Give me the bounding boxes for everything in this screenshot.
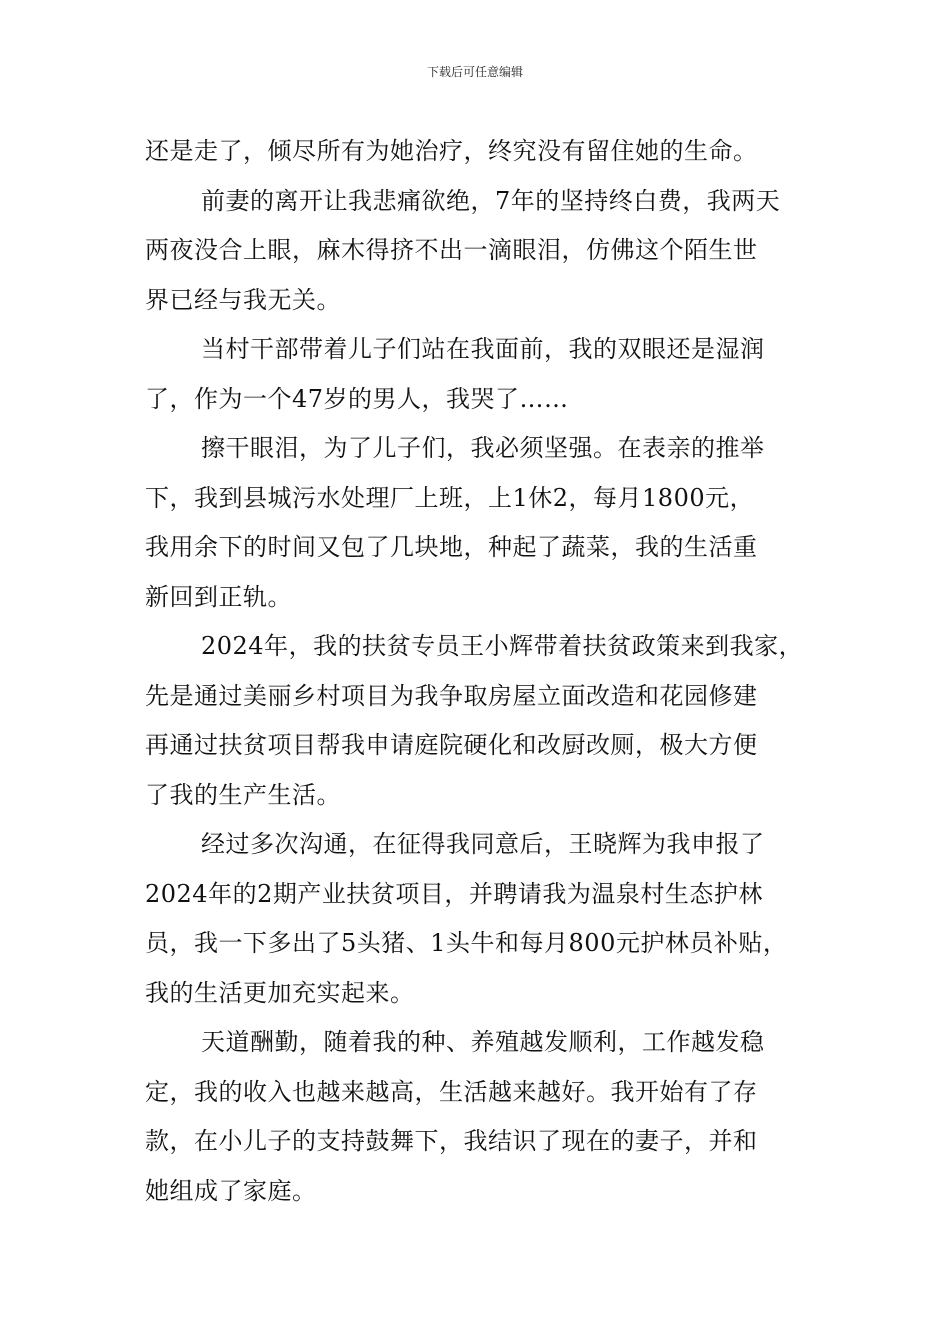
- body-line: 先是通过美丽乡村项目为我争取房屋立面改造和花园修建: [145, 681, 758, 710]
- body-line: 款，在小儿子的支持鼓舞下，我结识了现在的妻子，并和: [145, 1127, 758, 1155]
- body-line: 两夜没合上眼，麻木得挤不出一滴眼泪，仿佛这个陌生世: [145, 236, 758, 264]
- body-line: 定，我的收入也越来越高，生活越来越好。我开始有了存: [145, 1077, 758, 1106]
- body-line: 我用余下的时间又包了几块地，种起了蔬菜，我的生活重: [145, 533, 758, 561]
- body-line: 再通过扶贫项目帮我申请庭院硬化和改厨改厕，极大方便: [145, 731, 758, 759]
- body-line: 天道酬勤，随着我的种、养殖越发顺利，工作越发稳: [201, 1028, 765, 1056]
- body-line: 了我的生产生活。: [145, 780, 341, 809]
- body-line: 2024年，我的扶贫专员王小辉带着扶贫政策来到我家，: [201, 632, 804, 660]
- document-body: [145, 127, 825, 1216]
- body-line: 我的生活更加充实起来。: [145, 978, 415, 1007]
- body-line: 员，我一下多出了5头猪、1头牛和每月800元护林员补贴，: [145, 929, 788, 957]
- body-line: 当村干部带着儿子们站在我面前，我的双眼还是湿润: [201, 335, 765, 363]
- body-line: 她组成了家庭。: [145, 1176, 317, 1205]
- body-line: 擦干眼泪，为了儿子们，我必须坚强。在表亲的推举: [201, 434, 765, 462]
- body-line: 下，我到县城污水处理厂上班，上1休2，每月1800元，: [145, 483, 755, 512]
- body-line: 界已经与我无关。: [145, 285, 341, 314]
- body-line: 前妻的离开让我悲痛欲绝，7年的坚持终白费，我两天: [201, 186, 781, 215]
- body-line: 经过多次沟通，在征得我同意后，王晓辉为我申报了: [201, 830, 765, 858]
- body-line: 新回到正轨。: [145, 582, 292, 611]
- body-line: 了，作为一个47岁的男人，我哭了……: [145, 384, 569, 413]
- page-header-note: 下载后可任意编辑: [426, 65, 523, 79]
- body-line: 2024年的2期产业扶贫项目，并聘请我为温泉村生态护林: [145, 879, 763, 908]
- body-line: 还是走了，倾尽所有为她治疗，终究没有留住她的生命。: [145, 137, 758, 165]
